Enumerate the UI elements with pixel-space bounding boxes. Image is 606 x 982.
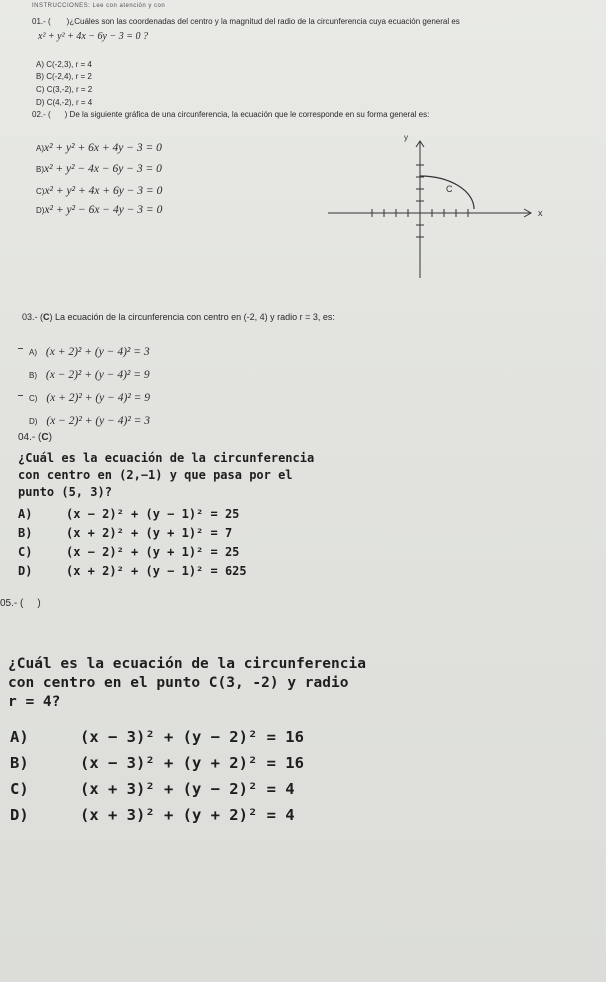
q1-question [32, 17, 460, 26]
q1-option-a[interactable]: A) C(-2,3), r = 4 [36, 60, 92, 69]
q5-line-1: ¿Cuál es la ecuación de la circunferencia [8, 656, 366, 672]
q3-option-d[interactable]: D) (x − 2)² + (y − 4)² = 3 [29, 415, 151, 427]
q2-text: ) De la siguiente gráfica de una circunferencia, la ecuación que le corresponde en su forma general es: [64, 110, 430, 119]
q2-question [32, 110, 429, 119]
q3-option-a[interactable]: A) (x + 2)² + (y − 4)² = 3 [29, 346, 150, 358]
q2-prefix: 02.- ( [32, 110, 51, 119]
q5-option-a[interactable]: A) (x − 3)² + (y − 2)² = 16 [10, 728, 304, 746]
q1-option-c[interactable]: C) C(3,-2), r = 2 [36, 85, 93, 94]
q4-answer[interactable]: C [41, 432, 49, 443]
q2-graph [320, 130, 550, 280]
q4-option-b[interactable]: B) (x + 2)² + (y + 1)² = 7 [18, 526, 233, 540]
q4-option-d[interactable]: D) (x + 2)² + (y − 1)² = 625 [18, 564, 247, 578]
q3-option-c[interactable]: C) (x + 2)² + (y − 4)² = 9 [29, 392, 151, 404]
q2-option-a[interactable]: A)x² + y² + 6x + 4y − 3 = 0 [36, 142, 162, 154]
q2-option-b[interactable]: B)x² + y² − 4x − 6y − 3 = 0 [36, 163, 162, 175]
q1-text: )¿Cuáles son las coordenadas del centro y la magnitud del radio de la circunferencia cuya ecuación general es [66, 17, 460, 26]
instructions-header: INSTRUCCIONES: Lee con atención y con [32, 3, 166, 9]
q4-option-a[interactable]: A) (x − 2)² + (y − 1)² = 25 [18, 507, 240, 521]
q5-line-2: con centro en el punto C(3, -2) y radio [8, 675, 349, 691]
y-axis-label: y [404, 133, 408, 142]
q5-option-b[interactable]: B) (x − 3)² + (y + 2)² = 16 [10, 754, 304, 772]
q5-line-3: r = 4? [8, 694, 61, 710]
q1-option-d[interactable]: D) C(4,-2), r = 4 [36, 98, 93, 107]
x-axis-label: x [538, 208, 543, 218]
q1-option-b[interactable]: B) C(-2,4), r = 2 [36, 72, 92, 81]
q1-prefix: 01.- ( [32, 17, 51, 26]
q5-option-c[interactable]: C) (x + 3)² + (y − 2)² = 4 [10, 780, 295, 798]
q5-option-d[interactable]: D) (x + 3)² + (y + 2)² = 4 [10, 806, 295, 824]
center-label: C [446, 184, 453, 194]
q3-question: 03.- (C) La ecuación de la circunferencia con centro en (-2, 4) y radio r = 3, es: [22, 312, 335, 322]
q3-answer[interactable]: C [43, 312, 50, 322]
q2-option-c[interactable]: C)x² + y² + 4x + 6y − 3 = 0 [36, 185, 163, 197]
q4-line-3: punto (5, 3)? [18, 485, 112, 499]
q4-line-2: con centro en (2,−1) y que pasa por el [18, 468, 293, 482]
q1-equation: x² + y² + 4x − 6y − 3 = 0 ? [38, 31, 148, 42]
q4-line-1: ¿Cuál es la ecuación de la circunferencia [18, 451, 315, 465]
q4-option-c[interactable]: C) (x − 2)² + (y + 1)² = 25 [18, 545, 240, 559]
q2-option-d[interactable]: D)x² + y² − 6x − 4y − 3 = 0 [36, 204, 163, 216]
q5-number: 05.- ( ) [0, 598, 41, 609]
q3-option-b[interactable]: B) (x − 2)² + (y − 4)² = 9 [29, 369, 150, 381]
q4-number: 04.- (C) [18, 432, 52, 443]
